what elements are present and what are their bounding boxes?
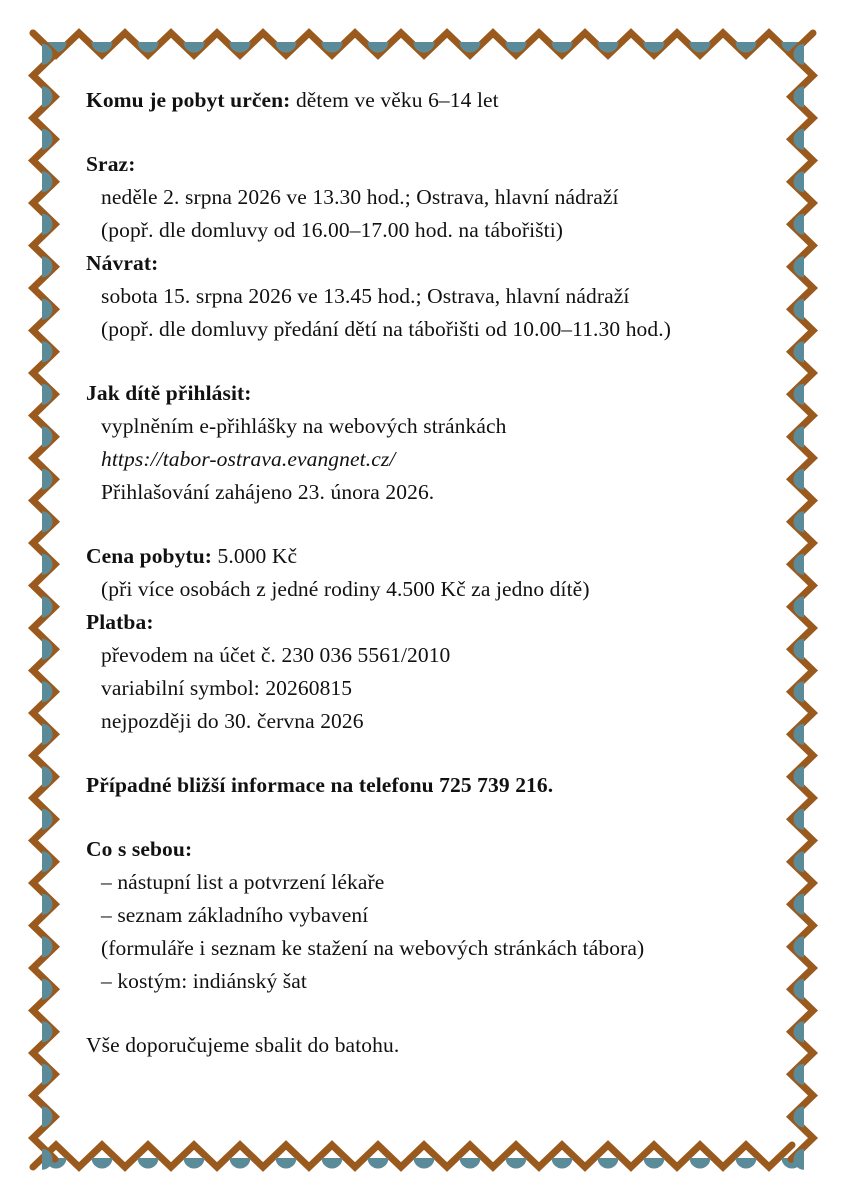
spacer xyxy=(86,346,776,377)
spacer xyxy=(86,802,776,833)
target-group-line xyxy=(86,84,776,117)
payment-heading: Platba: xyxy=(86,610,154,634)
packing-item: – kostým: indiánský šat xyxy=(101,969,307,993)
packing-item: – seznam základního vybavení xyxy=(101,903,369,927)
registration-url[interactable]: https://tabor-ostrava.evangnet.cz/ xyxy=(101,447,396,471)
closing-line: Vše doporučujeme sbalit do batohu. xyxy=(86,1033,400,1057)
registration-line-1: vyplněním e-přihlášky na webových stránkách xyxy=(101,414,507,438)
spacer xyxy=(86,509,776,540)
meeting-heading: Sraz: xyxy=(86,152,136,176)
packing-heading: Co s sebou: xyxy=(86,837,193,861)
return-line-2: (popř. dle domluvy předání dětí na tábořišti od 10.00–11.30 hod.) xyxy=(101,317,671,341)
document-content xyxy=(86,84,776,1062)
price-heading: Cena pobytu: xyxy=(86,544,213,568)
spacer xyxy=(86,998,776,1029)
target-group-heading: Komu je pobyt určen: xyxy=(86,88,291,112)
meeting-line-1: neděle 2. srpna 2026 ve 13.30 hod.; Ostrava, hlavní nádraží xyxy=(101,185,619,209)
registration-line-3: Přihlašování zahájeno 23. února 2026. xyxy=(101,480,435,504)
registration-heading: Jak dítě přihlásit: xyxy=(86,381,252,405)
packing-item: (formuláře i seznam ke stažení na webových stránkách tábora) xyxy=(101,936,645,960)
payment-variable-symbol: variabilní symbol: 20260815 xyxy=(101,676,353,700)
price-value: 5.000 Kč xyxy=(217,544,298,568)
packing-item: – nástupní list a potvrzení lékaře xyxy=(101,870,385,894)
spacer xyxy=(86,117,776,148)
registration-url-line xyxy=(86,443,776,476)
return-line-1: sobota 15. srpna 2026 ve 13.45 hod.; Ostrava, hlavní nádraží xyxy=(101,284,630,308)
target-group-value: dětem ve věku 6–14 let xyxy=(295,88,499,112)
contact-phone-line: Případné bližší informace na telefonu 725 739 216. xyxy=(86,773,554,797)
return-heading: Návrat: xyxy=(86,251,159,275)
spacer xyxy=(86,738,776,769)
payment-due-date: nejpozději do 30. června 2026 xyxy=(101,709,364,733)
meeting-line-2: (popř. dle domluvy od 16.00–17.00 hod. na tábořišti) xyxy=(101,218,564,242)
price-line xyxy=(86,540,776,573)
payment-account: převodem na účet č. 230 036 5561/2010 xyxy=(101,643,451,667)
price-note: (při více osobách z jedné rodiny 4.500 Kč za jedno dítě) xyxy=(101,577,590,601)
